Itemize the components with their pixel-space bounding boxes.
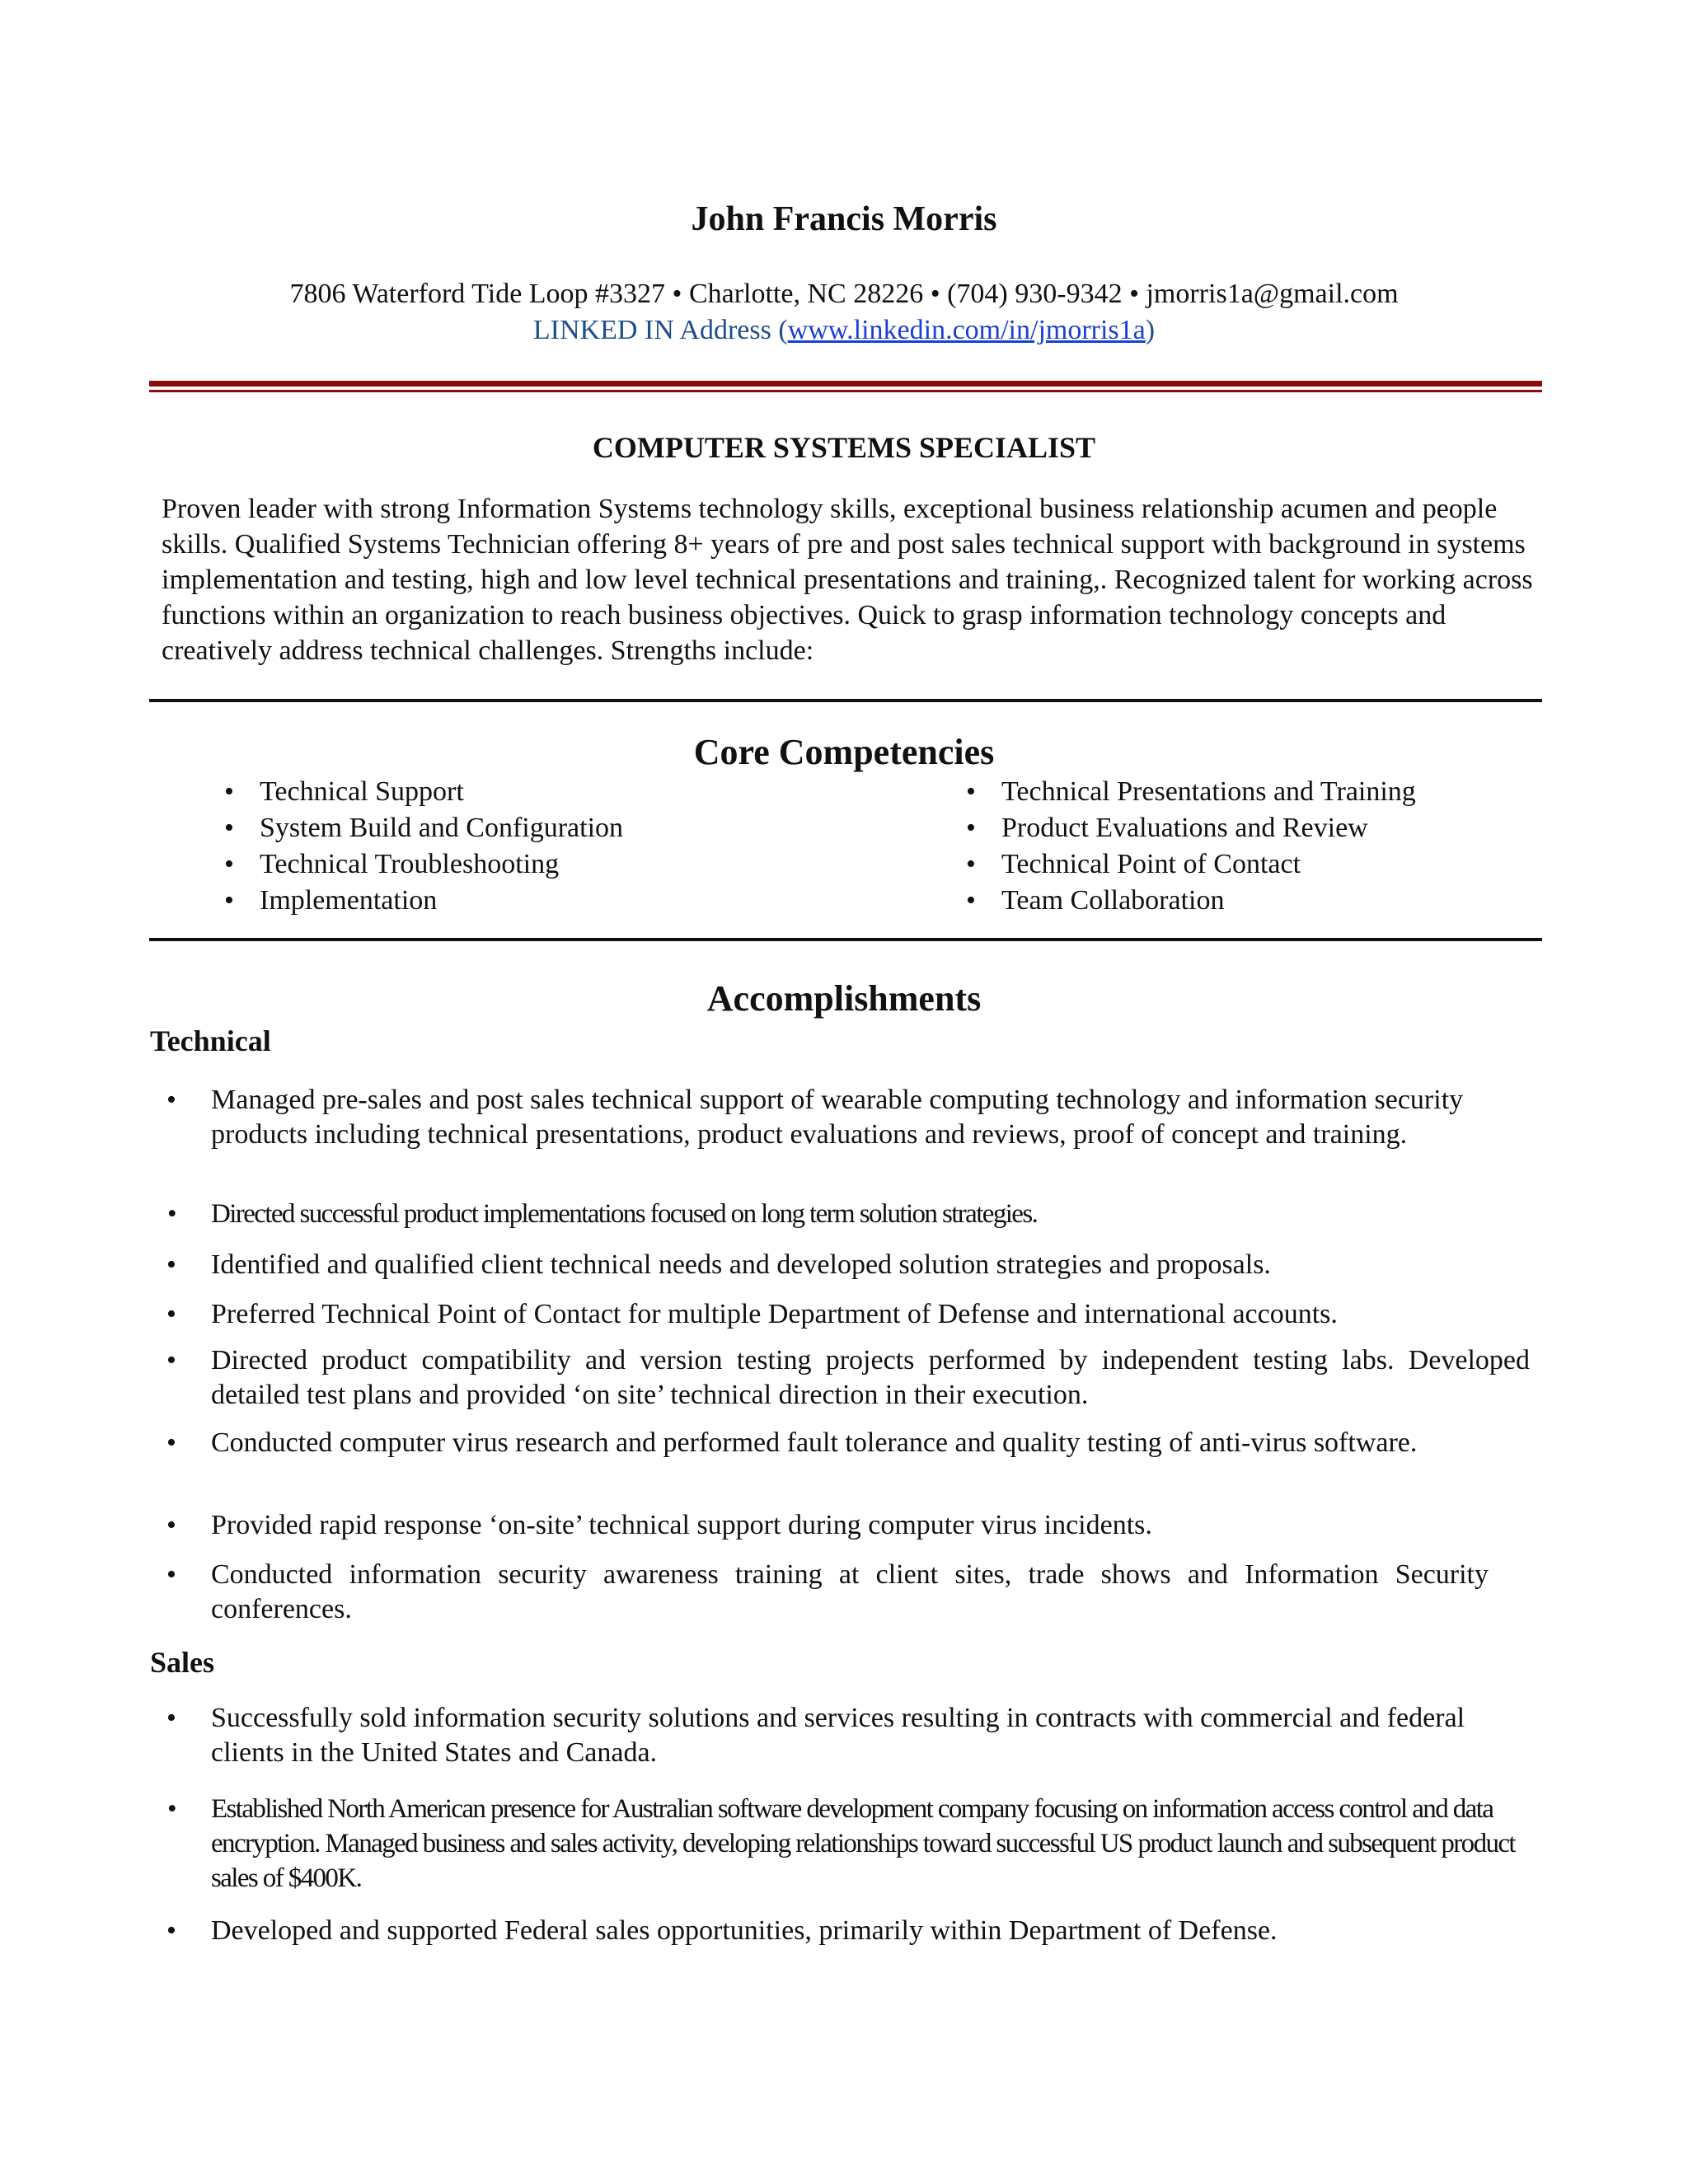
- list-item: • Technical Point of Contact: [959, 846, 1416, 883]
- list-item: • Implementation: [217, 883, 623, 919]
- list-item: • Provided rapid response ‘on-site’ technical support during computer virus incidents.: [162, 1508, 1530, 1558]
- bullet-icon: •: [166, 1703, 176, 1733]
- linkedin-line: [0, 313, 1688, 348]
- bullet-icon: •: [224, 776, 234, 807]
- bullet-icon: •: [166, 1085, 176, 1115]
- sales-accomplishments-list: [162, 1701, 1530, 1955]
- section-divider-1: [149, 699, 1542, 702]
- competencies-left-list: [217, 774, 623, 919]
- bullet-icon: •: [167, 1199, 176, 1229]
- contact-line: 7806 Waterford Tide Loop #3327 • Charlotte, NC 28226 • (704) 930-9342 • jmorris1a@gmail.com: [289, 279, 1399, 309]
- header-divider-thick: [149, 381, 1542, 387]
- bullet-icon: •: [166, 1559, 176, 1590]
- list-item: • Team Collaboration: [959, 883, 1416, 919]
- bullet-icon: •: [167, 1794, 176, 1824]
- list-item: • Directed successful product implementations focused on long term solution strategies.: [162, 1197, 1530, 1248]
- core-competencies-title: Core Competencies: [693, 732, 995, 772]
- list-item: • Directed product compatibility and version testing projects performed by independent testing labs. Developed detailed test plans and provided ‘on site’ technical direction in their execution.: [162, 1343, 1530, 1426]
- technical-subtitle: Technical: [150, 1024, 271, 1057]
- bullet-icon: •: [224, 849, 234, 879]
- list-item: • Conducted information security awareness training at client sites, trade shows and Information Security conferences.: [162, 1558, 1530, 1630]
- list-item: • Technical Support: [217, 774, 623, 810]
- bullet-icon: •: [224, 813, 234, 843]
- list-item: • Preferred Technical Point of Contact for multiple Department of Defense and international accounts.: [162, 1297, 1530, 1343]
- list-item: • System Build and Configuration: [217, 810, 623, 846]
- sales-subtitle: Sales: [150, 1646, 215, 1679]
- list-item: • Managed pre-sales and post sales technical support of wearable computing technology and information security products including technical presentations, product evaluations and reviews, proof of concept and training.: [162, 1083, 1530, 1197]
- bullet-icon: •: [966, 849, 976, 879]
- section-divider-2: [149, 938, 1542, 941]
- linkedin-link[interactable]: www.linkedin.com/in/jmorris1a: [787, 315, 1146, 345]
- list-item: • Established North American presence for Australian software development company focusing on information access control and data encryption. Managed business and sales activity, developing relationships toward successful US product launch and subsequent product sales of $400K.: [162, 1792, 1530, 1914]
- list-item: • Technical Presentations and Training: [959, 774, 1416, 810]
- bullet-icon: •: [166, 1249, 176, 1280]
- list-item: • Identified and qualified client technical needs and developed solution strategies and proposals.: [162, 1248, 1530, 1297]
- candidate-name: John Francis Morris: [691, 200, 997, 238]
- bullet-icon: •: [166, 1345, 176, 1376]
- list-item: • Product Evaluations and Review: [959, 810, 1416, 846]
- linkedin-suffix: ): [1145, 315, 1156, 345]
- bullet-icon: •: [166, 1915, 176, 1946]
- bullet-icon: •: [966, 776, 976, 807]
- bullet-icon: •: [966, 813, 976, 843]
- bullet-icon: •: [224, 885, 234, 916]
- technical-accomplishments-list: [162, 1083, 1530, 1630]
- bullet-icon: •: [166, 1510, 176, 1540]
- list-item: • Conducted computer virus research and performed fault tolerance and quality testing of anti-virus software.: [162, 1426, 1530, 1508]
- bullet-icon: •: [166, 1427, 176, 1458]
- list-item: • Successfully sold information security solutions and services resulting in contracts with commercial and federal clients in the United States and Canada.: [162, 1701, 1530, 1792]
- profile-summary: Proven leader with strong Information Systems technology skills, exceptional business relationship acumen and people skills. Qualified Systems Technician offering 8+ years of pre and post sales technical support with background in systems implementation and testing, high and low level technical presentations and training,. Recognized talent for working across functions within an organization to reach business objectives. Quick to grasp information technology concepts and creatively address technical challenges. Strengths include:: [162, 494, 1533, 666]
- bullet-icon: •: [166, 1299, 176, 1329]
- list-item: • Developed and supported Federal sales opportunities, primarily within Department of Defense.: [162, 1914, 1530, 1955]
- accomplishments-title: Accomplishments: [706, 978, 982, 1019]
- competencies-right-list: [959, 774, 1416, 919]
- bullet-icon: •: [966, 885, 976, 916]
- profile-title: COMPUTER SYSTEMS SPECIALIST: [592, 431, 1096, 464]
- list-item: • Technical Troubleshooting: [217, 846, 623, 883]
- linkedin-prefix: LINKED IN Address (: [532, 315, 788, 345]
- header-divider-thin: [149, 390, 1542, 392]
